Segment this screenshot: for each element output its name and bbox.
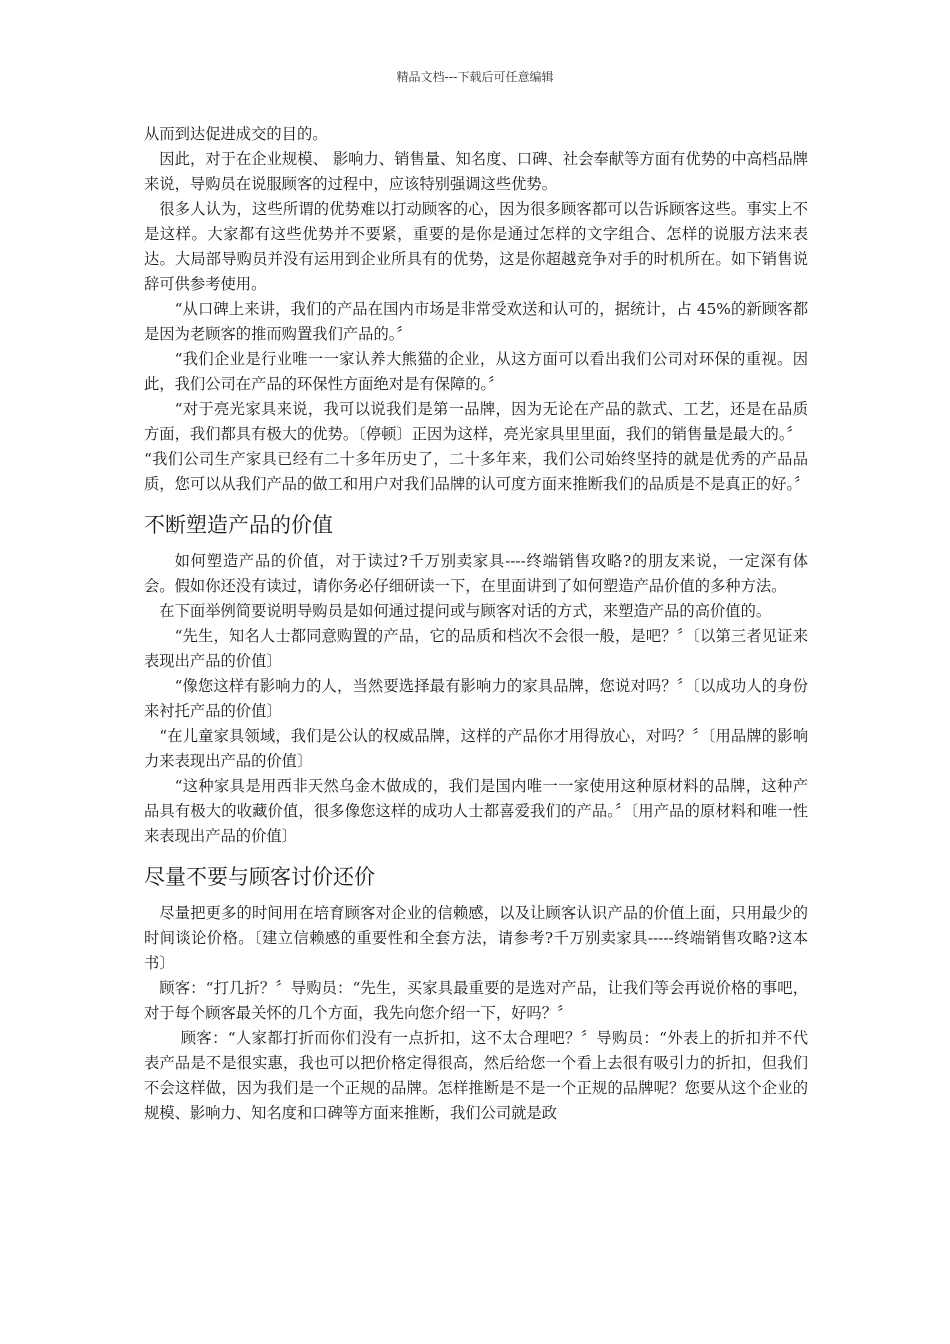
quote-paragraph: “在儿童家具领域，我们是公认的权威品牌，这样的产品你才用得放心，对吗？〞〔用品牌的影响力来表现出产品的价值〕 (144, 727, 808, 770)
paragraph: 因此，对于在企业规模、 影响力、销售量、知名度、口碑、社会奉献等方面有优势的中高档品牌来说，导购员在说服顾客的过程中，应该特别强调这些优势。 (144, 150, 808, 193)
quote-paragraph: “这种家具是用西非天然乌金木做成的，我们是国内唯一一家使用这种原材料的品牌，这种产品具有极大的收藏价值，很多像您这样的成功人士都喜爱我们的产品。〞〔用产品的原材料和唯一性来表现出产品的价值〕 (144, 777, 808, 845)
section-heading: 不断塑造产品的价值 (144, 513, 333, 537)
quote-paragraph: “我们企业是行业唯一一家认养大熊猫的企业，从这方面可以看出我们公司对环保的重视。因此，我们公司在产品的环保性方面绝对是有保障的。〞 (144, 350, 808, 393)
quote-paragraph: “像您这样有影响力的人，当然要选择最有影响力的家具品牌，您说对吗？〞〔以成功人的身份来衬托产品的价值〕 (144, 677, 808, 720)
paragraph: 很多人认为，这些所谓的优势难以打动顾客的心，因为很多顾客都可以告诉顾客这些。事实上不是这样。大家都有这些优势并不要紧，重要的是你是通过怎样的文字组合、怎样的说服方法来表达。大局部导购员并没有运用到企业所具有的优势，这是你超越竞争对手的时机所在。如下销售说辞可供参考使用。 (144, 200, 808, 293)
section-heading: 尽量不要与顾客讨价还价 (144, 865, 375, 889)
paragraph: 在下面举例简要说明导购员是如何通过提问或与顾客对话的方式，来塑造产品的高价值的。 (159, 602, 772, 620)
paragraph: 尽量把更多的时间用在培育顾客对企业的信赖感，以及让顾客认识产品的价值上面，只用最少的时间谈论价格。〔建立信赖感的重要性和全套方法，请参考?千万别卖家具-----终端销售攻略?这本书〕 (144, 904, 808, 972)
document-body (144, 122, 808, 1126)
dialogue-paragraph: 顾客：“人家都打折而你们没有一点折扣，这不太合理吧？〞导购员：“外表上的折扣并不代表产品是不是很实惠，我也可以把价格定得很高，然后给您一个看上去很有吸引力的折扣，但我们不会这样做，因为我们是一个正规的品牌。怎样推断是不是一个正规的品牌呢？您要从这个企业的规模、影响力、知名度和口碑等方面来推断，我们公司就是政 (144, 1029, 808, 1122)
quote-paragraph: “从口碑上来讲，我们的产品在国内市场是非常受欢送和认可的，据统计，占 45%的新顾客都是因为老顾客的推而购置我们产品的。〞 (144, 300, 808, 343)
paragraph: 从而到达促进成交的目的。 (144, 125, 328, 143)
quote-paragraph: “对于亮光家具来说，我可以说我们是第一品牌，因为无论在产品的款式、工艺，还是在品质方面，我们都具有极大的优势。〔停顿〕正因为这样，亮光家具里里面，我们的销售量是最大的。〞 (144, 400, 808, 443)
dialogue-paragraph: 顾客：“打几折？〞导购员：“先生，买家具最重要的是选对产品，让我们等会再说价格的事吧，对于每个顾客最关怀的几个方面，我先向您介绍一下，好吗？〞 (144, 979, 808, 1022)
quote-paragraph: “先生，知名人士都同意购置的产品，它的品质和档次不会很一般，是吧？〞〔以第三者见证来表现出产品的价值〕 (144, 627, 808, 670)
paragraph: 如何塑造产品的价值，对于读过?千万别卖家具----终端销售攻略?的朋友来说，一定深有体会。假如你还没有读过，请你务必仔细研读一下，在里面讲到了如何塑造产品价值的多种方法。 (144, 552, 808, 595)
page-header: 精品文档---下载后可任意编辑 (396, 70, 554, 84)
quote-paragraph: “我们公司生产家具已经有二十多年历史了，二十多年来，我们公司始终坚持的就是优秀的产品品质，您可以从我们产品的做工和用户对我们品牌的认可度方面来推断我们的品质是不是真正的好。〞 (144, 450, 810, 493)
